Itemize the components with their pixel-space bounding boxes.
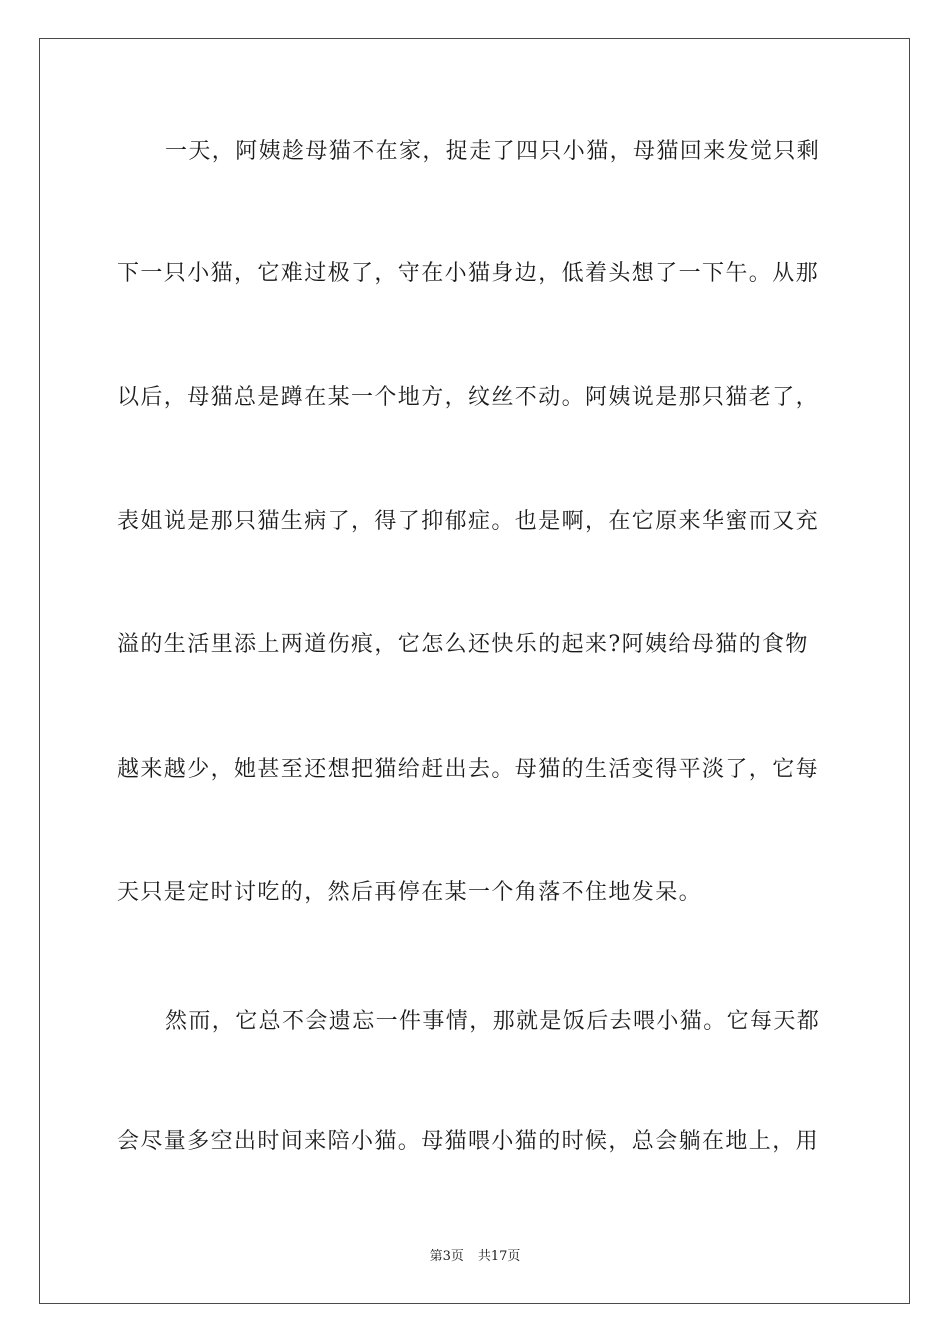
page-border	[39, 38, 910, 1304]
paragraph-2-line-1: 然而，它总不会遗忘一件事情，那就是饭后去喂小猫。它每天都	[165, 1009, 821, 1034]
paragraph-1-line-4: 表姐说是那只猫生病了，得了抑郁症。也是啊，在它原来华蜜而又充	[117, 509, 820, 534]
paragraph-1-line-3: 以后，母猫总是蹲在某一个地方，纹丝不动。阿姨说是那只猫老了，	[117, 385, 820, 410]
paragraph-1-line-7: 天只是定时讨吃的，然后再停在某一个角落不住地发呆。	[117, 880, 703, 905]
paragraph-1-line-5: 溢的生活里添上两道伤痕，它怎么还快乐的起来?阿姨给母猫的食物	[117, 632, 809, 657]
paragraph-1-line-6: 越来越少，她甚至还想把猫给赶出去。母猫的生活变得平淡了，它每	[117, 757, 820, 782]
page-footer	[0, 1248, 950, 1266]
page-total: 共17页	[477, 1249, 521, 1264]
page-number: 第3页	[429, 1249, 464, 1264]
paragraph-1-line-1: 一天，阿姨趁母猫不在家，捉走了四只小猫，母猫回来发觉只剩	[165, 139, 821, 164]
paragraph-1-line-2: 下一只小猫，它难过极了，守在小猫身边，低着头想了一下午。从那	[117, 261, 820, 286]
paragraph-2-line-2: 会尽量多空出时间来陪小猫。母猫喂小猫的时候，总会躺在地上，用	[117, 1129, 820, 1154]
